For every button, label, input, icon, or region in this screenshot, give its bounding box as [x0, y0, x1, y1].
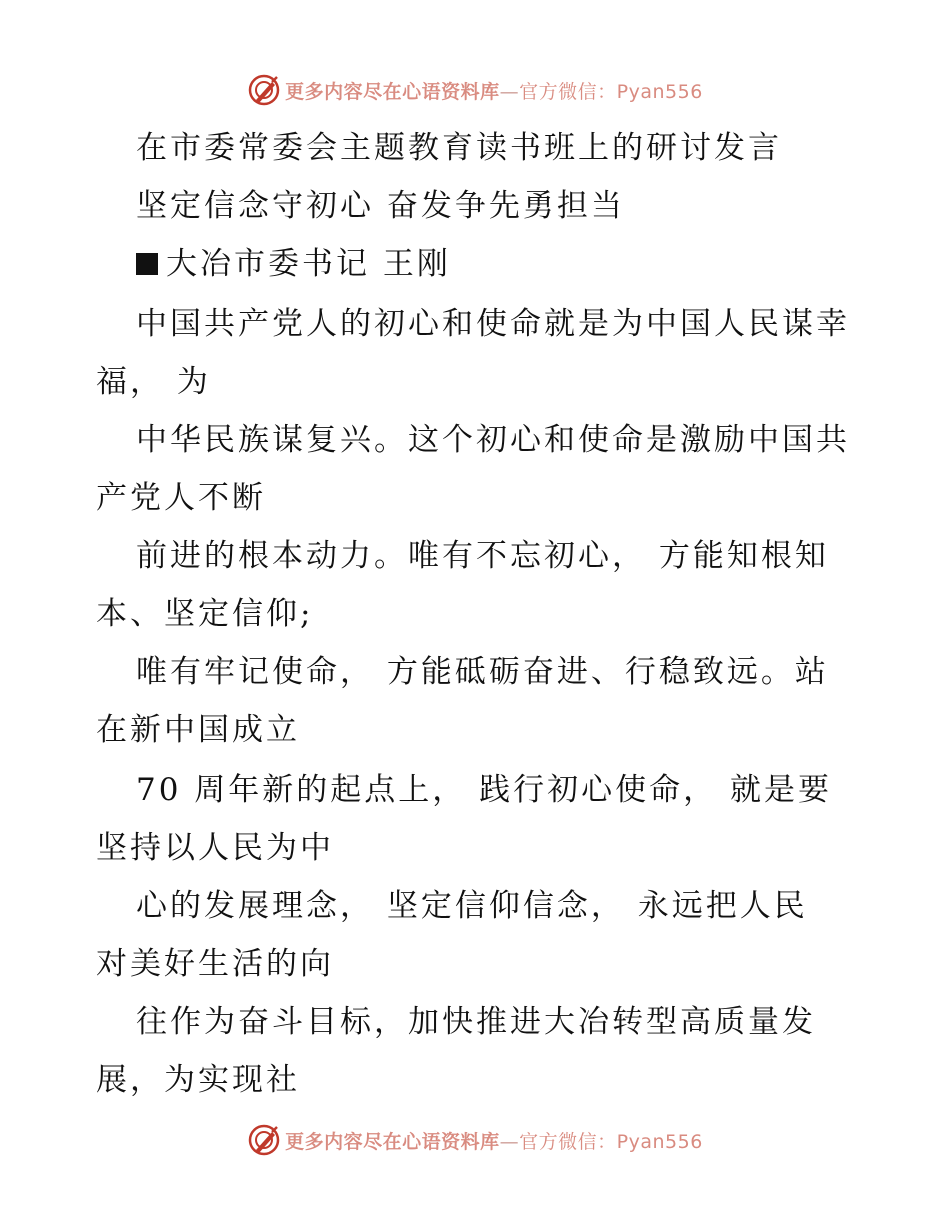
paragraph-line: 在新中国成立 [96, 712, 300, 748]
document-heading: 在市委常委会主题教育读书班上的研讨发言 [136, 130, 782, 166]
footer-watermark [0, 1120, 950, 1160]
paragraph-line: 本、坚定信仰; [96, 596, 314, 632]
watermark-contact: 官方微信：Pyan556 [519, 1130, 703, 1153]
paragraph-line: 中国共产党人的初心和使命就是为中国人民谋幸 [136, 306, 850, 342]
bullet-square-icon [136, 253, 158, 275]
watermark-brand: 更多内容尽在心语资料库 [285, 80, 500, 103]
paragraph-line: 前进的根本动力。唯有不忘初心， 方能知根知 [136, 538, 829, 574]
document-byline [0, 244, 950, 284]
paragraph-line: 心的发展理念， 坚定信仰信念， 永远把人民 [136, 888, 808, 924]
watermark-contact: 官方微信：Pyan556 [519, 80, 703, 103]
watermark-separator: — [499, 80, 520, 103]
paragraph-line: 福， 为 [96, 364, 211, 400]
paragraph-line: 唯有牢记使命， 方能砥砺奋进、行稳致远。站 [136, 654, 829, 690]
paragraph-line: 产党人不断 [96, 480, 266, 516]
paragraph-line: 中华民族谋复兴。这个初心和使命是激励中国共 [136, 422, 850, 458]
pen-logo-icon [247, 1123, 281, 1157]
watermark-separator: — [499, 1130, 520, 1153]
paragraph-line: 70 周年新的起点上， 践行初心使命， 就是要 [136, 772, 833, 808]
paragraph-line: 展，为实现社 [96, 1062, 300, 1098]
watermark-brand: 更多内容尽在心语资料库 [285, 1130, 500, 1153]
paragraph-line: 坚持以人民为中 [96, 830, 334, 866]
byline-text: 大冶市委书记 王刚 [166, 246, 451, 282]
paragraph-line: 往作为奋斗目标，加快推进大冶转型高质量发 [136, 1004, 816, 1040]
paragraph-line: 对美好生活的向 [96, 946, 334, 982]
document-subheading: 坚定信念守初心 奋发争先勇担当 [136, 188, 625, 224]
